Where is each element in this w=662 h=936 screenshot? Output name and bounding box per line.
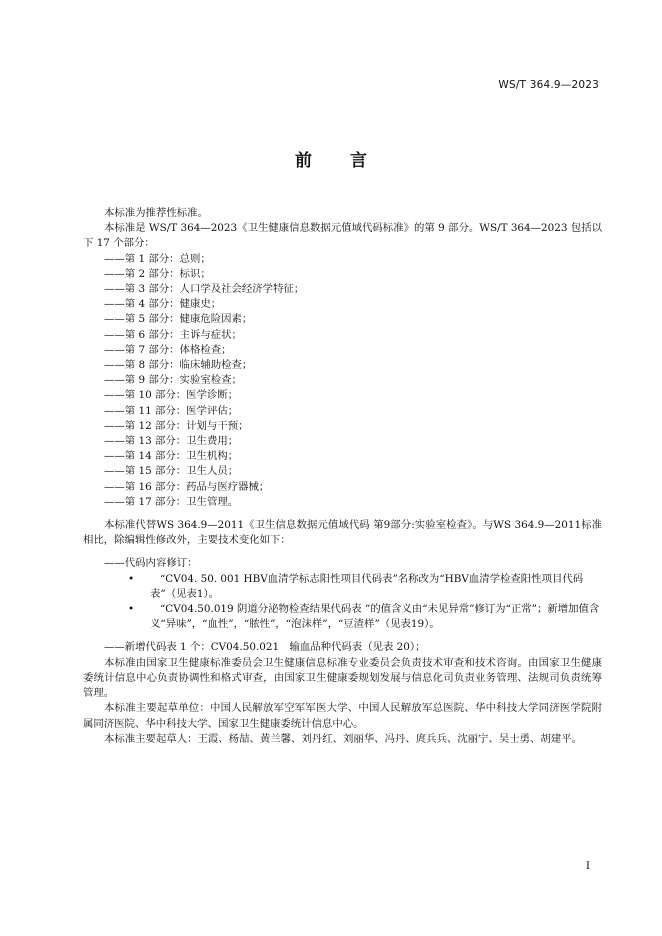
part-item: ——第 12 部分：计划与干预； — [104, 419, 249, 432]
part-item: ——第 4 部分：健康史； — [104, 298, 222, 311]
intro-paragraph-1: 本标准为推荐性标准。 — [104, 207, 208, 219]
foreword-body — [83, 206, 602, 747]
closing-paragraph-1: 本标准由国家卫生健康标准委员会卫生健康信息标准专业委员会负责技术审查和技术咨询。由国家卫生健康委统计信息中心负责协调性和格式审查，由国家卫生健康委规划发展与信息化司负责业务管理、法规司负责统筹管理。 — [83, 656, 602, 700]
part-item: ——第 2 部分：标识； — [104, 267, 211, 280]
title-char-1: 前 — [295, 151, 312, 171]
part-item: ——第 16 部分：药品与医疗器械； — [104, 480, 270, 493]
standard-code-header: WS/T 364.9—2023 — [498, 79, 599, 91]
part-item: ——第 13 部分：卫生费用； — [104, 435, 239, 448]
bullet-item — [83, 602, 602, 632]
closing-paragraph-3: 本标准主要起草人：王霞、杨喆、黄兰馨、刘丹红、刘丽华、冯丹、庹兵兵、沈丽宁、吴士勇、胡建平。 — [104, 732, 582, 745]
changes-item-new: ——新增代码表 1 个：CV04.50.021 输血品种代码表（见表 20）； — [104, 641, 426, 654]
part-item: ——第 17 部分：卫生管理。 — [104, 495, 239, 508]
page-title — [0, 146, 662, 171]
parts-list — [83, 252, 602, 510]
bullet-mark: • — [128, 572, 135, 585]
part-item: ——第 8 部分：临床辅助检查； — [104, 359, 253, 372]
changes-bullet-list — [83, 572, 602, 633]
page-number: I — [585, 860, 590, 872]
part-item: ——第 14 部分：卫生机构； — [104, 450, 239, 463]
bullet-text: “CV04.50.019 阴道分泌物检查结果代码表 ”的值含义由“未见异常”修订为“正常”；新增加值含义“异味”，“血性”，“脓性”，“泡沫样”，“豆渣样”（见表19）。 — [150, 603, 600, 631]
part-item: ——第 7 部分：体格检查； — [104, 343, 232, 356]
part-item: ——第 10 部分：医学诊断； — [104, 389, 239, 402]
part-item: ——第 1 部分：总则； — [104, 252, 211, 265]
intro-paragraph-2: 本标准是 WS/T 364—2023《卫生健康信息数据元值域代码标准》的第 9 部分。WS/T 364—2023 包括以下 17 个部分： — [83, 222, 602, 250]
title-char-2: 言 — [350, 151, 367, 171]
part-item: ——第 9 部分：实验室检查； — [104, 374, 242, 387]
part-item: ——第 11 部分：医学评估； — [104, 404, 239, 417]
part-item: ——第 3 部分：人口学及社会经济学特征； — [104, 283, 305, 296]
bullet-item — [83, 572, 602, 602]
closing-paragraph-2: 本标准主要起草单位：中国人民解放军空军军医大学、中国人民解放军总医院、华中科技大学同济医学院附属同济医院、华中科技大学、国家卫生健康委统计信息中心。 — [83, 702, 602, 730]
part-item: ——第 5 部分：健康危险因素； — [104, 313, 253, 326]
bullet-text: “CV04. 50. 001 HBV血清学标志阳性项目代码表”名称改为“HBV血清学检查阳性项目代码表”（见表1）。 — [150, 572, 584, 600]
changes-intro: 本标准代替WS 364.9—2011《卫生信息数据元值域代码 第9部分:实验室检查》。与WS 364.9—2011标准相比，除编辑性修改外，主要技术变化如下： — [83, 519, 602, 547]
bullet-mark: • — [128, 603, 135, 616]
part-item: ——第 6 部分：主诉与症状； — [104, 328, 242, 341]
part-item: ——第 15 部分：卫生人员； — [104, 465, 239, 478]
changes-item-revised: ——代码内容修订： — [104, 557, 198, 570]
